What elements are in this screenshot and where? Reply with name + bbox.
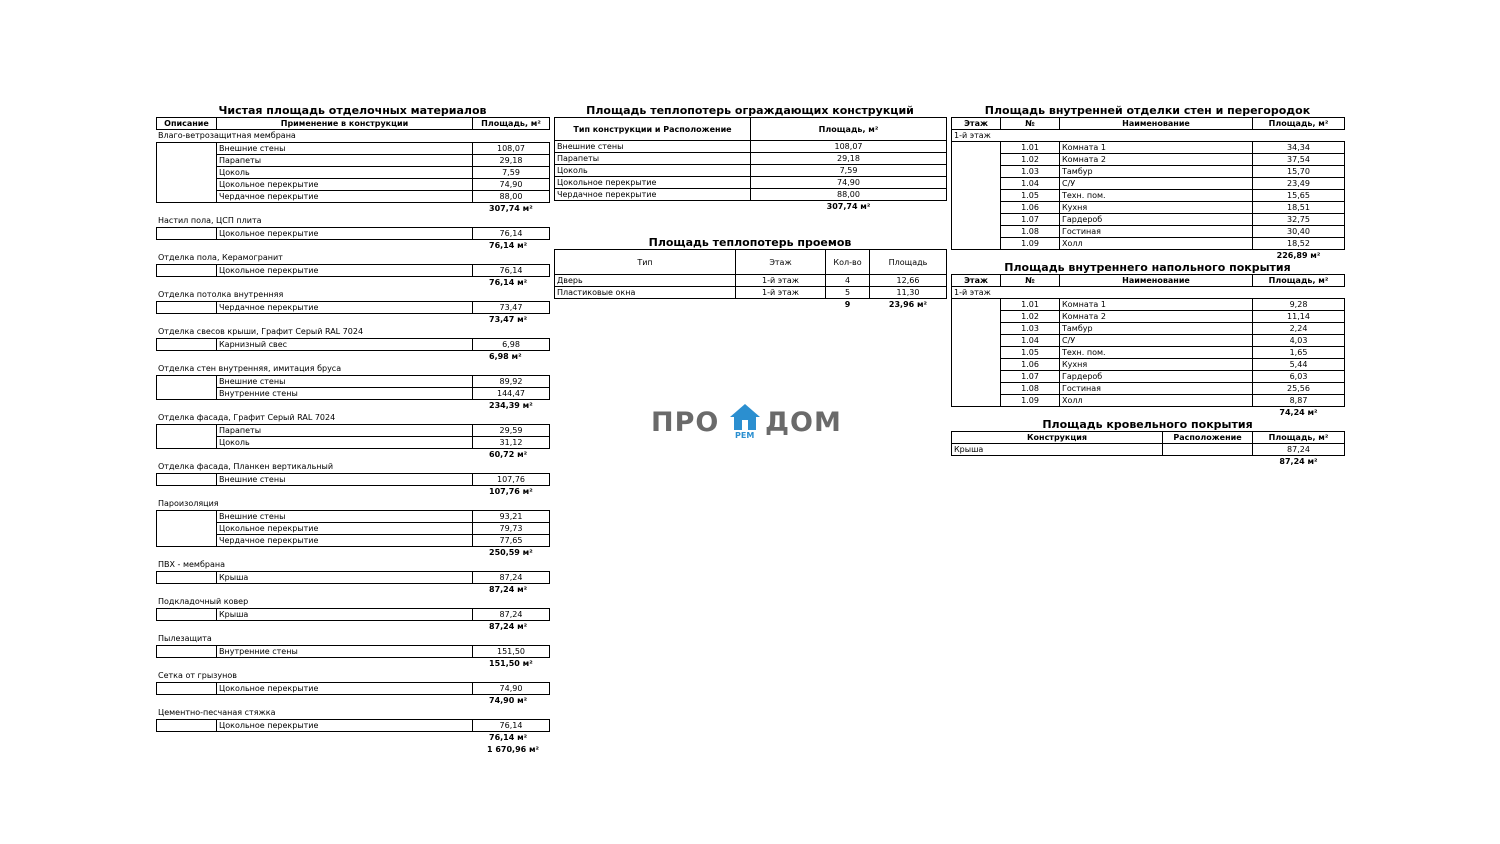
number-cell: 1.02 bbox=[1001, 154, 1060, 166]
description-cell bbox=[157, 720, 217, 732]
table-row bbox=[952, 154, 1345, 166]
materials-section bbox=[156, 104, 549, 756]
application-cell: Крыша bbox=[217, 609, 473, 621]
number-cell: 1.04 bbox=[1001, 178, 1060, 190]
material-group-total: 73,47 м² bbox=[489, 315, 528, 324]
area-cell: 108,07 bbox=[751, 141, 947, 153]
material-group-table bbox=[156, 301, 550, 314]
number-cell: 1.04 bbox=[1001, 335, 1060, 347]
area-cell: 6,03 bbox=[1253, 371, 1345, 383]
area-cell: 74,90 bbox=[751, 177, 947, 189]
table-row bbox=[157, 511, 550, 523]
table-row bbox=[157, 339, 550, 351]
number-cell: 1.01 bbox=[1001, 142, 1060, 154]
table-row bbox=[157, 302, 550, 314]
header-type: Тип bbox=[555, 250, 736, 275]
name-cell: Холл bbox=[1060, 395, 1253, 407]
material-group-total: 76,14 м² bbox=[489, 241, 528, 250]
area-cell: 37,54 bbox=[1253, 154, 1345, 166]
table-row bbox=[157, 720, 550, 732]
area-cell: 29,18 bbox=[473, 155, 550, 167]
floor-label: 1-й этаж bbox=[952, 287, 1345, 299]
area-cell: 88,00 bbox=[751, 189, 947, 201]
description-cell bbox=[157, 609, 217, 621]
table-row bbox=[952, 323, 1345, 335]
material-group-table bbox=[156, 571, 550, 584]
material-group-name: ПВХ - мембрана bbox=[158, 560, 225, 569]
area-cell: 18,52 bbox=[1253, 238, 1345, 250]
area-cell: 15,70 bbox=[1253, 166, 1345, 178]
material-group-table bbox=[156, 338, 550, 351]
material-group-name: Отделка стен внутренняя, имитация бруса bbox=[158, 364, 342, 373]
header-area: Площадь, м² bbox=[1253, 432, 1345, 444]
house-icon bbox=[729, 403, 761, 431]
area-cell: 87,24 bbox=[473, 572, 550, 584]
area-cell: 76,14 bbox=[473, 720, 550, 732]
number-cell: 1.09 bbox=[1001, 238, 1060, 250]
application-cell: Чердачное перекрытие bbox=[217, 535, 473, 547]
name-cell: Техн. пом. bbox=[1060, 347, 1253, 359]
header-number: № bbox=[1001, 118, 1060, 130]
area-cell: 34,34 bbox=[1253, 142, 1345, 154]
header-count: Кол-во bbox=[826, 250, 870, 275]
area-cell: 15,65 bbox=[1253, 190, 1345, 202]
area-cell: 11,30 bbox=[870, 287, 947, 299]
logo-text-right: ДОМ bbox=[765, 407, 842, 438]
area-cell: 74,90 bbox=[473, 683, 550, 695]
header-name: Наименование bbox=[1060, 118, 1253, 130]
number-cell: 1.03 bbox=[1001, 166, 1060, 178]
type-cell: Дверь bbox=[555, 275, 736, 287]
area-cell: 87,24 bbox=[473, 609, 550, 621]
area-cell: 79,73 bbox=[473, 523, 550, 535]
table-row bbox=[952, 202, 1345, 214]
description-cell bbox=[157, 339, 217, 351]
openings-title: Площадь теплопотерь проемов bbox=[648, 236, 852, 249]
description-cell bbox=[157, 572, 217, 584]
header-name: Наименование bbox=[1060, 275, 1253, 287]
area-cell: 88,00 bbox=[473, 191, 550, 203]
description-cell bbox=[157, 143, 217, 203]
floor-row bbox=[952, 287, 1345, 299]
application-cell: Крыша bbox=[217, 572, 473, 584]
table-row bbox=[555, 275, 947, 287]
logo-text-left: ПРО bbox=[651, 407, 720, 438]
count-cell: 4 bbox=[826, 275, 870, 287]
material-group-table bbox=[156, 227, 550, 240]
number-cell: 1.09 bbox=[1001, 395, 1060, 407]
material-group-total: 76,14 м² bbox=[489, 278, 528, 287]
header-area: Площадь, м² bbox=[1253, 118, 1345, 130]
materials-grand-total: 1 670,96 м² bbox=[487, 745, 540, 754]
heatloss-table bbox=[554, 117, 947, 212]
application-cell: Карнизный свес bbox=[217, 339, 473, 351]
table-row bbox=[157, 609, 550, 621]
name-cell: Гардероб bbox=[1060, 371, 1253, 383]
name-cell: Комната 2 bbox=[1060, 311, 1253, 323]
floor-row bbox=[952, 130, 1345, 142]
application-cell: Цокольное перекрытие bbox=[217, 179, 473, 191]
openings-total-count: 9 bbox=[844, 300, 851, 309]
count-cell: 5 bbox=[826, 287, 870, 299]
table-row bbox=[952, 178, 1345, 190]
material-group-name: Цементно-песчаная стяжка bbox=[158, 708, 276, 717]
table-row bbox=[555, 189, 947, 201]
area-cell: 144,47 bbox=[473, 388, 550, 400]
openings-total-area: 23,96 м² bbox=[888, 300, 928, 309]
application-cell: Цокольное перекрытие bbox=[217, 683, 473, 695]
construction-cell: Внешние стены bbox=[555, 141, 751, 153]
table-row bbox=[555, 287, 947, 299]
application-cell: Внутренние стены bbox=[217, 388, 473, 400]
area-cell: 8,87 bbox=[1253, 395, 1345, 407]
description-cell bbox=[157, 646, 217, 658]
area-cell: 4,03 bbox=[1253, 335, 1345, 347]
table-row bbox=[157, 228, 550, 240]
material-group-name: Отделка фасада, Графит Серый RAL 7024 bbox=[158, 413, 336, 422]
construction-cell: Цокольное перекрытие bbox=[555, 177, 751, 189]
materials-header bbox=[156, 117, 550, 130]
floor-label: 1-й этаж bbox=[952, 130, 1345, 142]
header-area: Площадь, м² bbox=[473, 118, 550, 130]
material-group-total: 151,50 м² bbox=[489, 659, 533, 668]
area-cell: 30,40 bbox=[1253, 226, 1345, 238]
application-cell: Внешние стены bbox=[217, 511, 473, 523]
table-row bbox=[952, 359, 1345, 371]
number-cell: 1.05 bbox=[1001, 190, 1060, 202]
header-number: № bbox=[1001, 275, 1060, 287]
area-cell: 108,07 bbox=[473, 143, 550, 155]
table-row bbox=[157, 683, 550, 695]
application-cell: Парапеты bbox=[217, 155, 473, 167]
logo-subtext: РЕМ bbox=[735, 431, 755, 440]
table-row bbox=[157, 572, 550, 584]
heatloss-section bbox=[554, 104, 946, 212]
materials-body bbox=[156, 130, 549, 756]
area-cell: 87,24 bbox=[1253, 444, 1345, 456]
type-cell: Пластиковые окна bbox=[555, 287, 736, 299]
name-cell: Комната 1 bbox=[1060, 299, 1253, 311]
material-group-total: 87,24 м² bbox=[489, 622, 528, 631]
walls-title: Площадь внутренней отделки стен и перегородок bbox=[984, 104, 1311, 117]
area-cell: 29,59 bbox=[473, 425, 550, 437]
table-row bbox=[952, 166, 1345, 178]
name-cell: Холл bbox=[1060, 238, 1253, 250]
table-row bbox=[952, 371, 1345, 383]
name-cell: Тамбур bbox=[1060, 166, 1253, 178]
number-cell: 1.07 bbox=[1001, 214, 1060, 226]
material-group-name: Отделка свесов крыши, Графит Серый RAL 7024 bbox=[158, 327, 364, 336]
application-cell: Цокольное перекрытие bbox=[217, 228, 473, 240]
material-group-table bbox=[156, 608, 550, 621]
heatloss-title: Площадь теплопотерь ограждающих конструкций bbox=[586, 104, 914, 117]
material-group-table bbox=[156, 473, 550, 486]
floor-cell: 1-й этаж bbox=[736, 275, 826, 287]
area-cell: 25,56 bbox=[1253, 383, 1345, 395]
material-group-table bbox=[156, 719, 550, 732]
table-row bbox=[952, 214, 1345, 226]
application-cell: Внешние стены bbox=[217, 376, 473, 388]
application-cell: Парапеты bbox=[217, 425, 473, 437]
construction-cell: Парапеты bbox=[555, 153, 751, 165]
application-cell: Внешние стены bbox=[217, 143, 473, 155]
header-description: Описание bbox=[157, 118, 217, 130]
area-cell: 23,49 bbox=[1253, 178, 1345, 190]
construction-cell: Чердачное перекрытие bbox=[555, 189, 751, 201]
material-group-name: Настил пола, ЦСП плита bbox=[158, 216, 262, 225]
number-cell: 1.06 bbox=[1001, 202, 1060, 214]
table-row bbox=[952, 444, 1345, 456]
area-cell: 11,14 bbox=[1253, 311, 1345, 323]
construction-cell: Крыша bbox=[952, 444, 1163, 456]
header-floor: Этаж bbox=[952, 118, 1001, 130]
number-cell: 1.08 bbox=[1001, 226, 1060, 238]
name-cell: Тамбур bbox=[1060, 323, 1253, 335]
area-cell: 31,12 bbox=[473, 437, 550, 449]
area-cell: 18,51 bbox=[1253, 202, 1345, 214]
materials-title: Чистая площадь отделочных материалов bbox=[218, 104, 487, 117]
name-cell: Гардероб bbox=[1060, 214, 1253, 226]
table-row bbox=[555, 141, 947, 153]
area-cell: 77,65 bbox=[473, 535, 550, 547]
pro-dom-logo bbox=[651, 401, 851, 443]
area-cell: 12,66 bbox=[870, 275, 947, 287]
material-group-name: Отделка потолка внутренняя bbox=[158, 290, 284, 299]
material-group-name: Подкладочный ковер bbox=[158, 597, 249, 606]
material-group-table bbox=[156, 510, 550, 547]
floor-cell: 1-й этаж bbox=[736, 287, 826, 299]
area-cell: 9,28 bbox=[1253, 299, 1345, 311]
table-row bbox=[157, 646, 550, 658]
number-cell: 1.08 bbox=[1001, 383, 1060, 395]
table-row bbox=[952, 383, 1345, 395]
area-cell: 76,14 bbox=[473, 265, 550, 277]
application-cell: Цокольное перекрытие bbox=[217, 265, 473, 277]
openings-section bbox=[554, 236, 946, 310]
name-cell: С/У bbox=[1060, 178, 1253, 190]
application-cell: Цокольное перекрытие bbox=[217, 720, 473, 732]
header-area: Площадь, м² bbox=[751, 118, 947, 141]
name-cell: Кухня bbox=[1060, 359, 1253, 371]
application-cell: Внутренние стены bbox=[217, 646, 473, 658]
table-row bbox=[157, 474, 550, 486]
openings-table bbox=[554, 249, 947, 310]
material-group-name: Пароизоляция bbox=[158, 499, 219, 508]
heatloss-total: 307,74 м² bbox=[826, 202, 871, 211]
application-cell: Цоколь bbox=[217, 437, 473, 449]
application-cell: Чердачное перекрытие bbox=[217, 191, 473, 203]
table-row bbox=[157, 265, 550, 277]
table-row bbox=[952, 311, 1345, 323]
material-group-table bbox=[156, 142, 550, 203]
area-cell: 2,24 bbox=[1253, 323, 1345, 335]
material-group-table bbox=[156, 424, 550, 449]
material-group-total: 87,24 м² bbox=[489, 585, 528, 594]
material-group-table bbox=[156, 682, 550, 695]
walls-table bbox=[951, 117, 1345, 261]
number-cell: 1.07 bbox=[1001, 371, 1060, 383]
table-row bbox=[952, 335, 1345, 347]
name-cell: Комната 1 bbox=[1060, 142, 1253, 154]
header-application: Применение в конструкции bbox=[217, 118, 473, 130]
floors-section bbox=[951, 261, 1344, 418]
walls-total: 226,89 м² bbox=[1276, 251, 1321, 260]
table-row bbox=[157, 376, 550, 388]
area-cell: 93,21 bbox=[473, 511, 550, 523]
floor-cell bbox=[952, 142, 1001, 250]
name-cell: Гостиная bbox=[1060, 226, 1253, 238]
floor-cell bbox=[952, 299, 1001, 407]
roof-title: Площадь кровельного покрытия bbox=[1042, 418, 1253, 431]
header-floor: Этаж bbox=[736, 250, 826, 275]
location-cell bbox=[1163, 444, 1253, 456]
material-group-name: Отделка фасада, Планкен вертикальный bbox=[158, 462, 334, 471]
table-row bbox=[157, 425, 550, 437]
material-group-total: 6,98 м² bbox=[489, 352, 522, 361]
material-group-name: Сетка от грызунов bbox=[158, 671, 237, 680]
table-row bbox=[952, 142, 1345, 154]
application-cell: Цокольное перекрытие bbox=[217, 523, 473, 535]
material-group-name: Влаго-ветрозащитная мембрана bbox=[158, 131, 296, 140]
description-cell bbox=[157, 302, 217, 314]
description-cell bbox=[157, 683, 217, 695]
description-cell bbox=[157, 228, 217, 240]
application-cell: Цоколь bbox=[217, 167, 473, 179]
roof-section bbox=[951, 418, 1344, 467]
header-area: Площадь, м² bbox=[1253, 275, 1345, 287]
description-cell bbox=[157, 474, 217, 486]
table-row bbox=[555, 177, 947, 189]
table-row bbox=[952, 238, 1345, 250]
header-location: Расположение bbox=[1163, 432, 1253, 444]
area-cell: 7,59 bbox=[473, 167, 550, 179]
material-group-table bbox=[156, 375, 550, 400]
number-cell: 1.02 bbox=[1001, 311, 1060, 323]
material-group-name: Отделка пола, Керамогранит bbox=[158, 253, 283, 262]
description-cell bbox=[157, 511, 217, 547]
table-row bbox=[157, 143, 550, 155]
application-cell: Чердачное перекрытие bbox=[217, 302, 473, 314]
roof-total: 87,24 м² bbox=[1279, 457, 1318, 466]
floors-table bbox=[951, 274, 1345, 418]
table-row bbox=[555, 153, 947, 165]
area-cell: 74,90 bbox=[473, 179, 550, 191]
area-cell: 151,50 bbox=[473, 646, 550, 658]
description-cell bbox=[157, 376, 217, 400]
walls-section bbox=[951, 104, 1344, 261]
name-cell: Кухня bbox=[1060, 202, 1253, 214]
table-row bbox=[952, 226, 1345, 238]
material-group-total: 307,74 м² bbox=[489, 204, 533, 213]
table-row bbox=[952, 190, 1345, 202]
material-group-table bbox=[156, 645, 550, 658]
number-cell: 1.06 bbox=[1001, 359, 1060, 371]
floors-title: Площадь внутреннего напольного покрытия bbox=[1004, 261, 1291, 274]
material-group-table bbox=[156, 264, 550, 277]
material-group-total: 107,76 м² bbox=[489, 487, 533, 496]
description-cell bbox=[157, 425, 217, 449]
roof-table bbox=[951, 431, 1345, 467]
material-group-total: 76,14 м² bbox=[489, 733, 528, 742]
area-cell: 1,65 bbox=[1253, 347, 1345, 359]
construction-cell: Цоколь bbox=[555, 165, 751, 177]
area-cell: 76,14 bbox=[473, 228, 550, 240]
table-row bbox=[952, 347, 1345, 359]
description-cell bbox=[157, 265, 217, 277]
material-group-total: 74,90 м² bbox=[489, 696, 528, 705]
application-cell: Внешние стены bbox=[217, 474, 473, 486]
material-group-name: Пылезащита bbox=[158, 634, 212, 643]
table-row bbox=[555, 165, 947, 177]
material-group-total: 234,39 м² bbox=[489, 401, 533, 410]
number-cell: 1.05 bbox=[1001, 347, 1060, 359]
header-construction-type: Тип конструкции и Расположение bbox=[555, 118, 751, 141]
floors-total: 74,24 м² bbox=[1279, 408, 1318, 417]
area-cell: 29,18 bbox=[751, 153, 947, 165]
number-cell: 1.03 bbox=[1001, 323, 1060, 335]
header-construction: Конструкция bbox=[952, 432, 1163, 444]
area-cell: 32,75 bbox=[1253, 214, 1345, 226]
area-cell: 7,59 bbox=[751, 165, 947, 177]
area-cell: 5,44 bbox=[1253, 359, 1345, 371]
table-row bbox=[952, 299, 1345, 311]
area-cell: 89,92 bbox=[473, 376, 550, 388]
area-cell: 107,76 bbox=[473, 474, 550, 486]
area-cell: 6,98 bbox=[473, 339, 550, 351]
name-cell: С/У bbox=[1060, 335, 1253, 347]
name-cell: Комната 2 bbox=[1060, 154, 1253, 166]
material-group-total: 250,59 м² bbox=[489, 548, 533, 557]
area-cell: 73,47 bbox=[473, 302, 550, 314]
number-cell: 1.01 bbox=[1001, 299, 1060, 311]
table-row bbox=[952, 395, 1345, 407]
name-cell: Техн. пом. bbox=[1060, 190, 1253, 202]
material-group-total: 60,72 м² bbox=[489, 450, 528, 459]
header-area: Площадь bbox=[870, 250, 947, 275]
header-floor: Этаж bbox=[952, 275, 1001, 287]
name-cell: Гостиная bbox=[1060, 383, 1253, 395]
